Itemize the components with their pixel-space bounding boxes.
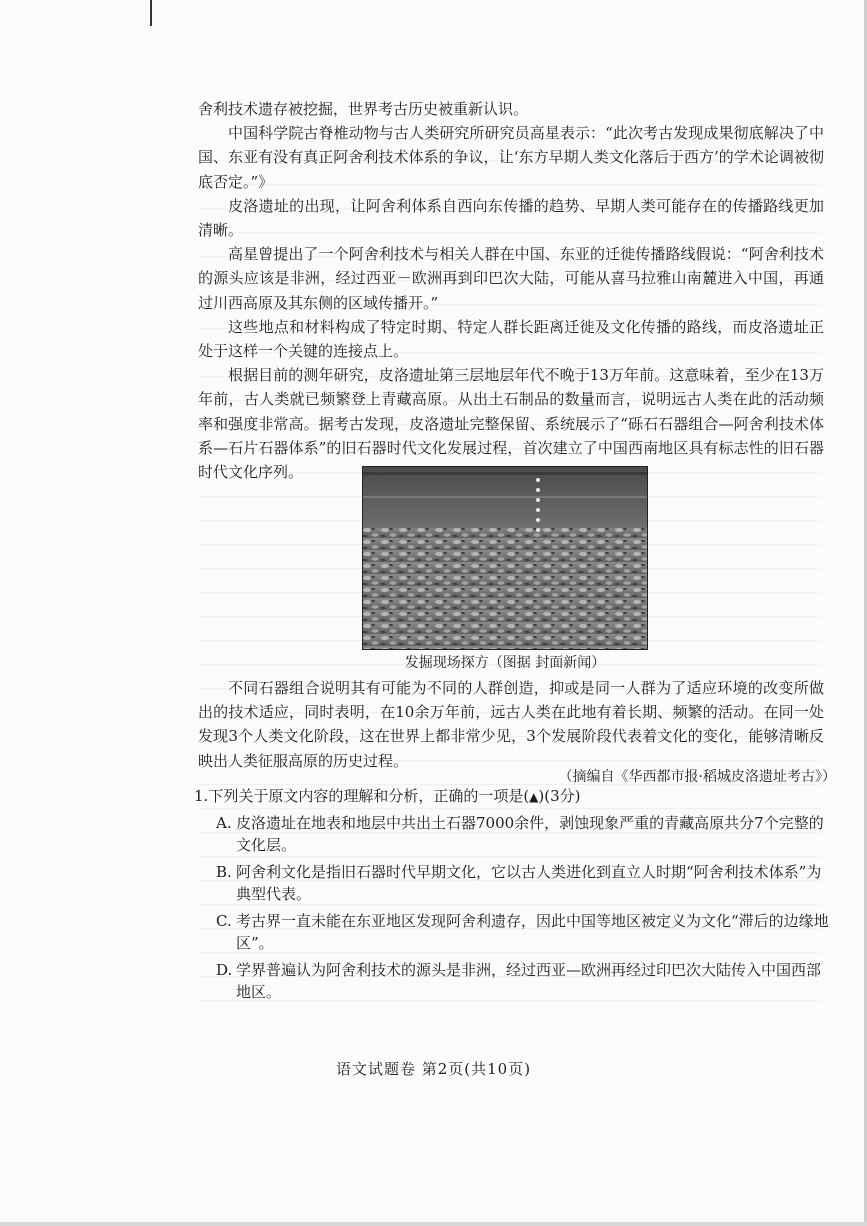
option-letter: A. [216,814,232,832]
option-letter: B. [216,863,232,881]
option-text: 学界普遍认为阿舍利技术的源头是非洲，经过西亚—欧洲再经过印巴次大陆传入中国西部地区。 [236,961,822,1001]
answer-marker: ▲ [529,790,539,804]
article-text-bottom [198,676,824,773]
option-d[interactable] [216,959,834,1003]
figure-caption: 发掘现场探方（图据 封面新闻） [404,655,606,671]
option-a[interactable] [216,812,834,856]
option-c[interactable] [216,910,834,954]
question-stem-text: 下列关于原文内容的理解和分析，正确的一项是( [208,787,530,805]
excavation-photo [362,466,648,650]
question-score: )(3分) [538,787,581,805]
paragraph: 高星曾提出了一个阿舍利技术与相关人群在中国、东亚的迁徙传播路线假说：“阿舍利技术的源头应该是非洲，经过西亚－欧洲再到印巴次大陆，可能从喜马拉雅山南麓进入中国，再通过川西高原及其东侧的区域传播开。” [198,245,824,312]
paragraph: 中国科学院古脊椎动物与古人类研究所研究员高星表示：“此次考古发现成果彻底解决了中国、东亚有没有真正阿舍利技术体系的争议，让‘东方早期人类文化落后于西方’的学术论调被彻底否定。”》 [198,124,824,191]
source-citation: （摘编自《华西都市报·稻城皮洛遗址考古》） [558,769,836,785]
article-text-top [198,97,824,484]
scan-edge-mark [150,0,152,26]
paragraph: 不同石器组合说明其有可能为不同的人群创造，抑或是同一人群为了适应环境的改变所做出的技术适应，同时表明，在10余万年前，远古人类在此地有着长期、频繁的活动。在同一处发现3个人类文化阶段，这在世界上都非常少见，3个发展阶段代表着文化的变化，能够清晰反映出人类征服高原的历史过程。 [198,679,824,770]
paragraph: 舍利技术遗存被挖掘，世界考古历史被重新认识。 [198,100,529,118]
option-letter: D. [216,961,233,979]
page-footer: 语文试题卷 第2页(共10页) [335,1060,532,1078]
excavation-pit-image [362,466,648,650]
scan-edge-bottom [0,1222,867,1226]
paragraph: 皮洛遗址的出现，让阿舍利体系自西向东传播的趋势、早期人类可能存在的传播路线更加清晰。 [198,196,824,240]
paragraph: 这些地点和材料构成了特定时期、特定人群长距离迁徙及文化传播的路线，而皮洛遗址正处于这样一个关键的连接点上。 [198,317,824,361]
option-b[interactable] [216,861,834,905]
option-text: 考古界一直未能在东亚地区发现阿舍利遗存，因此中国等地区被定义为文化“滞后的边缘地区”。 [236,912,829,952]
question-number: 1. [194,787,209,805]
question-1 [194,785,834,1008]
option-text: 皮洛遗址在地表和地层中共出土石器7000余件，剥蚀现象严重的青藏高原共分7个完整的文化层。 [236,814,824,854]
option-text: 阿舍利文化是指旧石器时代早期文化，它以古人类进化到直立人时期“阿舍利技术体系”为典型代表。 [236,863,822,903]
option-letter: C. [216,912,232,930]
paragraph: 根据目前的测年研究，皮洛遗址第三层地层年代不晚于13万年前。这意味着，至少在13万年前，古人类就已频繁登上青藏高原。从出土石制品的数量而言，说明远古人类在此的活动频率和强度非常高。据考古发现，皮洛遗址完整保留、系统展示了“砾石石器组合—阿舍利技术体系—石片石器体系”的旧石器时代文化发展过程，首次建立了中国西南地区具有标志性的旧石器时代文化序列。 [198,366,824,482]
question-stem [194,785,834,808]
